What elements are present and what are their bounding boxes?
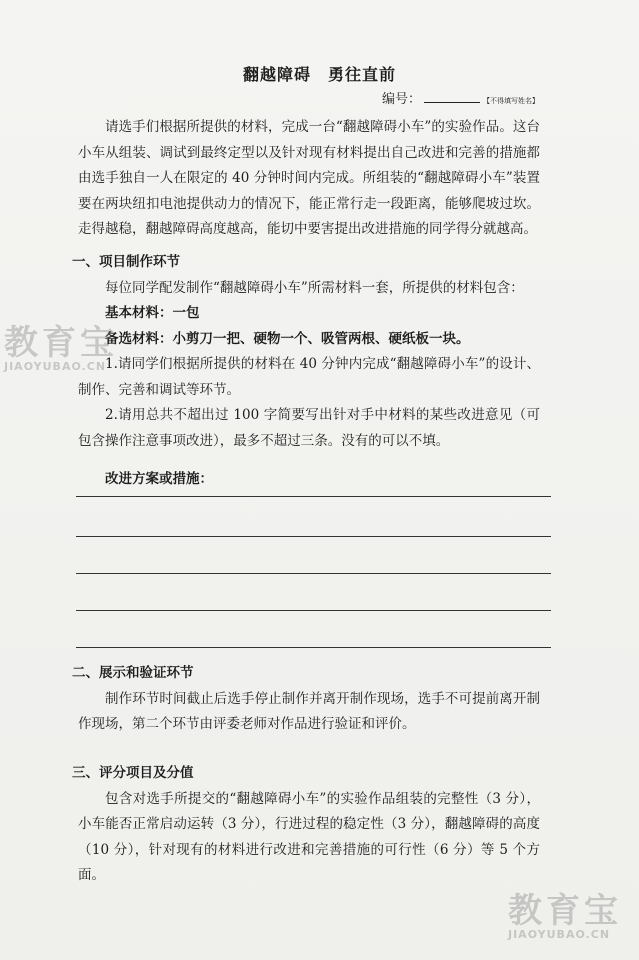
watermark-url: JIAOYUBAO.CN [4, 360, 107, 373]
materials-intro: 每位同学配发制作“翻越障碍小车”所需材料一套，所提供的材料包含： [105, 279, 524, 296]
serial-blank[interactable] [424, 90, 480, 103]
answer-line-4[interactable] [76, 610, 551, 611]
section-three-paragraph: 包含对选手所提交的“翻越障碍小车”的实验作品组装的完整性（3 分），小车能否正常启动运转（3 分），行进过程的稳定性（3 分），翻越障碍的高度（10 分），针对现有的材料进行改进和完善措施的可行性（6 分）等 5 个方面。 [78, 790, 540, 883]
section-one [72, 250, 540, 454]
answer-line-5[interactable] [76, 647, 551, 648]
answer-line-3[interactable] [76, 573, 551, 574]
serial-number-field [382, 88, 539, 107]
watermark-top-left [4, 325, 118, 373]
section-three [72, 761, 540, 889]
section-two-paragraph: 制作环节时间截止后选手停止制作并离开制作现场，选手不可提前离开制作现场，第二个环节由评委老师对作品进行验证和评价。 [78, 690, 540, 732]
instruction-item-2: 2.请用总共不超出过 100 字简要写出针对手中材料的某些改进意见（可包含操作注意事项改进），最多不超过三条。没有的可以不填。 [78, 407, 540, 449]
intro-paragraph: 请选手们根据所提供的材料，完成一台“翻越障碍小车”的实验作品。这台小车从组装、调试到最终定型以及针对现有材料提出自己改进和完善的措施都由选手独自一人在限定的 40 分钟时间内完成。所组装的“翻越障碍小车”装置要在两块纽扣电池提供动力的情况下，能正常行走一段距离，能够爬坡过坎。走得越稳，翻越障碍高度越高，能切中要害提出改进措施的同学得分就越高。 [78, 119, 540, 237]
watermark-bottom-right [508, 893, 622, 941]
improve-label-wrap [78, 467, 540, 493]
watermark-logo-text: 教育宝 [4, 323, 118, 363]
page-title: 翻越障碍 勇往直前 [242, 65, 396, 84]
instruction-item-1: 1.请同学们根据所提供的材料在 40 分钟内完成“翻越障碍小车”的设计、制作、完善和调试等环节。 [78, 356, 540, 398]
improve-label: 改进方案或措施： [105, 471, 213, 487]
intro-section [78, 115, 540, 243]
section-two-heading: 二、展示和验证环节 [72, 665, 194, 681]
serial-note: 【不得填写姓名】 [483, 97, 540, 105]
section-two [72, 661, 540, 738]
answer-line-2[interactable] [76, 536, 551, 537]
watermark-logo-text: 教育宝 [508, 891, 622, 931]
serial-label: 编号： [382, 92, 422, 107]
watermark-url: JIAOYUBAO.CN [508, 928, 611, 941]
basic-materials: 基本材料：一包 [105, 305, 200, 321]
answer-line-1[interactable] [76, 496, 551, 497]
optional-materials: 备选材料：小剪刀一把、硬物一个、吸管两根、硬纸板一块。 [105, 330, 470, 347]
section-one-heading: 一、项目制作环节 [72, 254, 180, 270]
section-three-heading: 三、评分项目及分值 [72, 765, 194, 781]
